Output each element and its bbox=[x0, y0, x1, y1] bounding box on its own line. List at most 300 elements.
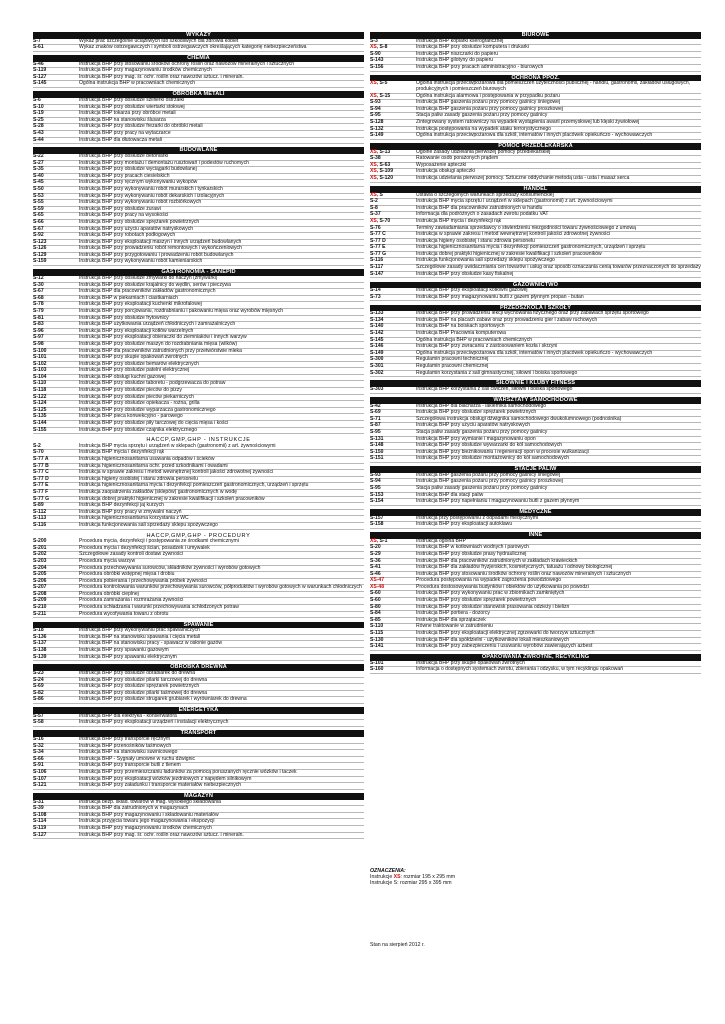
item-description: Instrukcja BHP przy obsłudze wywarzarki do kół samochodowych bbox=[416, 442, 563, 449]
item-description: Instrukcja BHP przy obsłudze frytownicy bbox=[79, 314, 169, 321]
item-description: Instrukcja BHP przy robotach podłogowych bbox=[79, 232, 176, 239]
list-item bbox=[33, 697, 364, 704]
item-description: Stacja paliw zasady gaszenia pożaru przy pomocy gaśnicy bbox=[416, 112, 548, 119]
item-code: S-144 bbox=[33, 420, 47, 427]
section-obrobka-metali bbox=[33, 91, 364, 144]
item-code: S-209 bbox=[33, 597, 47, 604]
item-code: S-50 bbox=[33, 185, 44, 192]
item-code: S-12 bbox=[33, 274, 44, 281]
legend-xs-prefix: Instrukcje bbox=[370, 874, 394, 880]
item-code: S-81 bbox=[33, 314, 44, 321]
item-description: Procedura mycia warzyw bbox=[79, 557, 136, 564]
list-item bbox=[33, 720, 364, 727]
item-code: S-10 bbox=[33, 103, 44, 110]
item-description: Instrukcja BHP przy obsłudze szlifierki ostrzałki bbox=[79, 96, 185, 103]
item-code: S-93 bbox=[370, 99, 381, 106]
item-description: Instrukcja BHP przy obsłudze piły tarczowej do cięcia mięsa i kości bbox=[79, 420, 229, 427]
item-description: Instrukcja BHP przy eksploatacji obieraczki do ziemniaków i innych warzyw bbox=[79, 334, 247, 341]
item-description: Instrukcja BHP na placach zabaw oraz przy prowadzeniu gier i zabaw ruchowych bbox=[416, 316, 598, 323]
item-code: S-67 bbox=[33, 288, 44, 295]
item-description: Instrukcja zaopatrzenia zakładów (sklepów) gastronomicznych w wodę bbox=[79, 488, 237, 495]
item-code: S-206 bbox=[33, 577, 47, 584]
item-code-rest: S-109 bbox=[378, 168, 394, 175]
item-code: S-106 bbox=[33, 768, 47, 775]
item-code: S-95 bbox=[370, 428, 381, 435]
section-inne bbox=[370, 532, 701, 651]
item-code: S-86 bbox=[33, 696, 44, 703]
item-code: S-67 bbox=[33, 225, 44, 232]
item-code: S-16 bbox=[33, 735, 44, 742]
item-description: Instrukcja BHP przenośników taśmowych bbox=[79, 742, 172, 749]
item-code: S-101 bbox=[33, 354, 47, 361]
item-code: S-2 bbox=[370, 198, 378, 205]
item-description: Instrukcja BHP przy obsłudze czajnika elektrycznego bbox=[79, 426, 198, 433]
item-description: Procedura zamrażania i rozmrażania żywności bbox=[79, 597, 184, 604]
item-description: Instrukcja BHP pieca konwekcyjno - parowego bbox=[79, 413, 183, 420]
item-code: S-36 bbox=[370, 557, 381, 564]
right-column bbox=[370, 32, 701, 674]
item-code: S-211 bbox=[33, 610, 47, 617]
list-item bbox=[370, 272, 701, 279]
item-code: S-87 bbox=[370, 422, 381, 429]
item-code: S-69 bbox=[33, 683, 44, 690]
xs-mark: XS, bbox=[370, 92, 379, 99]
item-description: Instrukcja BHP przy użyciu aparatów natryskowych bbox=[416, 422, 531, 429]
xs-mark: XS, bbox=[370, 44, 379, 51]
section-energetyka bbox=[33, 707, 364, 727]
item-code: S-134 bbox=[370, 316, 384, 323]
item-description: Instrukcja BHP dezynfekcji jaj kurzych bbox=[79, 502, 164, 509]
item-code: S-121 bbox=[33, 782, 47, 789]
item-description: Instrukcja BHP dla dłutowacza metali bbox=[79, 136, 162, 143]
item-code: S-97 bbox=[33, 334, 44, 341]
item-description: Terminy zawiadamiania sprzedawcy o stwierdzeniu niezgodności towaru żywnościowego z umową bbox=[416, 224, 636, 231]
item-description: Instrukcja BHP korzystania z sali ćwiczeń, siłowni i boiska sportowego bbox=[416, 386, 573, 393]
list-item bbox=[33, 259, 364, 266]
item-code: S-79 bbox=[33, 307, 44, 314]
item-description: Instrukcja BHP Pracownia komputerowa bbox=[416, 330, 506, 337]
item-code: S-113 bbox=[33, 515, 47, 522]
item-description: Instrukcja BHP dla pracowników zatrudnionych przy przetwórstwie mleka bbox=[79, 347, 242, 354]
item-description: Instrukcja BHP przy wykonywaniu prac w zbiornikach zamkniętych bbox=[416, 590, 565, 597]
item-description: Instrukcja BHP przy spawaniu gazowym bbox=[79, 646, 169, 653]
item-description: Procedura obróbki wstępnej mięsa i drobiu bbox=[79, 571, 175, 578]
section-haccp-gmp-ghp-procedury bbox=[33, 533, 364, 619]
xs-mark: XS, bbox=[370, 148, 379, 155]
item-description: Instrukcja BHP przy porcjowaniu, rozdrabnianiu i pakowaniu mięsa oraz wyrobów mięsnych bbox=[79, 307, 284, 314]
item-code: S-92 bbox=[33, 232, 44, 239]
list-item bbox=[370, 522, 701, 529]
item-code: S-68 bbox=[33, 294, 44, 301]
item-code: S-143 bbox=[370, 57, 384, 64]
section-biurowe bbox=[370, 32, 701, 72]
list-item bbox=[370, 133, 701, 140]
item-description: Instrukcja BHP gaszenia pożaru przy pomocy gaśnicy proszkowej bbox=[416, 478, 563, 485]
item-description: Instrukcja BHP w kotłowniach wodnych i parowych bbox=[416, 544, 529, 551]
item-description: Instrukcja BHP przy stosowaniu środków ochrony roślin oraz nawozów mineralnych i sztucznych bbox=[416, 570, 632, 577]
section-header: WYKAZY bbox=[33, 32, 364, 39]
item-code: S-7 bbox=[33, 37, 41, 44]
item-description: Instrukcja BHP dla zakładów fryzjerskich, kosmetycznych, tatuażu i odnowy biologicznej bbox=[416, 564, 613, 571]
item-code: S-94 bbox=[370, 478, 381, 485]
item-code: S-43 bbox=[33, 129, 44, 136]
xs-mark: XS, bbox=[370, 161, 379, 168]
item-description: Instrukcja BHP mycia i dezynfekcji rąk bbox=[416, 217, 502, 224]
item-description: Instrukcja BHP przy obsłudze wiertarki stołowej bbox=[79, 103, 185, 110]
item-code: S-115 bbox=[370, 630, 384, 637]
item-description: Regulamin pracowni chemicznej bbox=[416, 362, 489, 369]
item-code: S-142 bbox=[370, 330, 384, 337]
section-wykazy bbox=[33, 32, 364, 52]
item-description: Ogólna instrukcja BHP w pracowniach chemicznych bbox=[416, 336, 533, 343]
item-code: S-145 bbox=[370, 336, 384, 343]
item-code: S-31 bbox=[33, 798, 44, 805]
section-haccp-gmp-ghp-instrukcje bbox=[33, 437, 364, 529]
item-description: Instrukcja BHP przy przygotowaniu i prowadzeniu robót budowlanych bbox=[79, 251, 234, 258]
item-description: Instrukcja BHP przy eksploatacji elektrycznej zgrzewarki do tworzyw sztucznych bbox=[416, 630, 595, 637]
item-code: S-71 bbox=[370, 415, 381, 422]
item-code: S-77 G bbox=[33, 495, 49, 502]
item-code: S-110 bbox=[370, 623, 384, 630]
item-description: Instrukcja BHP gaszenia pożaru przy pomocy gaśnicy proszkowej bbox=[416, 105, 563, 112]
item-description: Ratowanie osób porażonych prądem bbox=[416, 155, 499, 162]
item-description: Instrukcja BHP gaszenia pożaru przy pomocy gaśnicy śniegowej bbox=[416, 471, 561, 478]
item-description: Instrukcja BHP dla elektryka - konserwatora bbox=[79, 712, 177, 719]
legend-s-line: Instrukcje S: rozmiar 295 x 395 mm bbox=[370, 880, 452, 886]
item-code: S-201 bbox=[33, 544, 47, 551]
item-code: S-60 bbox=[370, 597, 381, 604]
item-code: S-22 bbox=[33, 152, 44, 159]
item-description: Instrukcja BHP przy obsłudze betoniarki bbox=[79, 152, 169, 159]
date-note: Stan na sierpień 2012 r. bbox=[370, 942, 425, 948]
item-code: S-148 bbox=[370, 442, 384, 449]
section-header: OPAKOWANIA ZWROTNE, RECYKLING bbox=[370, 654, 701, 661]
section-gazownictwo bbox=[370, 282, 701, 302]
item-description: Instrukcja BHP przy bieżnikowaniu i regeneracji opon w procesie wulkanizacji bbox=[416, 448, 589, 455]
item-code: S-69 bbox=[370, 409, 381, 416]
item-code: S-132 bbox=[370, 125, 384, 132]
item-code: S-77 G bbox=[370, 250, 386, 257]
item-description: Instrukcja BHP przy wykonywaniu prac spawalniczych bbox=[79, 627, 200, 634]
item-description: Instrukcja dobrej praktyki higienicznej w zakresie kwalifikacji i szkoleń pracowników bbox=[416, 250, 602, 257]
item-description: Instrukcja udzielania pierwszej pomocy. Sztuczne oddychanie metodą usta - usta i masaż serca bbox=[416, 175, 630, 182]
item-code: S-18 bbox=[33, 627, 44, 634]
item-code: S-110 bbox=[33, 380, 47, 387]
item-description: Instrukcja BHP przy magazynowaniu i składowaniu materiałów bbox=[79, 811, 219, 818]
item-description: Instrukcja BHP przy załadunku i transporcie materiałów niebezpiecznych bbox=[79, 782, 242, 789]
item-code: S-117 bbox=[370, 264, 384, 271]
item-description: Wykaz znaków ostrzegawczych i symboli ostrzegawczych określających kategorię niebezpieczeństwa bbox=[79, 44, 307, 51]
item-code: S-145 bbox=[33, 80, 47, 87]
item-code: S-77 F bbox=[33, 488, 49, 495]
item-code-rest: S-1 bbox=[378, 537, 388, 544]
item-code bbox=[370, 45, 416, 51]
item-description: Instrukcja BHP niszczarki do papieru bbox=[416, 50, 499, 57]
item-description: Instrukcja BHP przy zwracaniu z zastosowaniem kozła i skrzyni bbox=[416, 343, 558, 350]
xs-mark: XS-48 bbox=[370, 583, 385, 590]
item-code: S-95 bbox=[370, 484, 381, 491]
item-code: S-126 bbox=[33, 245, 47, 252]
item-code: S-131 bbox=[370, 435, 384, 442]
item-code-rest: S-63 bbox=[378, 161, 391, 168]
item-code: S-200 bbox=[33, 538, 47, 545]
item-description: Instrukcja BHP przy obsłudze montażownicy do kół samochodowych bbox=[416, 455, 570, 462]
item-code: S-205 bbox=[33, 571, 47, 578]
item-description: Instrukcja higieny osobistej i stanu zdrowia personelu bbox=[79, 475, 198, 482]
item-description: Instrukcja BHP przy magazynowaniu butli z gazem płynnym propan - butan bbox=[416, 293, 584, 300]
item-description: Instrukcja BHP przy obsłudze pilarki taśmowej do drewna bbox=[79, 689, 208, 696]
section-spawanie bbox=[33, 622, 364, 662]
item-description: Instrukcja BHP dla spółdzielni - użytkowników lokali mieszkaniowych bbox=[416, 636, 570, 643]
section-header: MAGAZYN bbox=[33, 793, 364, 800]
item-code: S-122 bbox=[33, 393, 47, 400]
item-code: S-32 bbox=[33, 742, 44, 749]
list-item bbox=[33, 81, 364, 88]
item-code: S-23 bbox=[33, 670, 44, 676]
item-code: S-159 bbox=[33, 258, 47, 265]
section-obrobka-drewna bbox=[33, 664, 364, 704]
item-code: S-204 bbox=[33, 564, 47, 571]
item-code: S-37 bbox=[370, 211, 381, 218]
item-description: Instrukcja BHP przy pracy w zmywalni naczyń bbox=[79, 508, 182, 515]
item-description: Procedura kontrolowania warunków przechowywania surowców, półproduktów i wyrobów gotowych w warunkach chłodniczych bbox=[79, 584, 362, 591]
item-description: Ogólna instrukcja BHP w pracowniach chemicznych bbox=[79, 80, 196, 87]
item-code: S-40 bbox=[33, 172, 44, 179]
item-description: Instrukcja BHP przy obsłudze pilarki tarczowej do drewna bbox=[79, 676, 208, 683]
item-code: S-30 bbox=[33, 281, 44, 288]
item-code-rest: S-8 bbox=[378, 44, 388, 51]
item-description: Instrukcja BHP przy wykonywaniu robót rozbiórkowych bbox=[79, 199, 202, 206]
legend-xs-size: : rozmiar 195 x 295 mm bbox=[400, 874, 456, 880]
legend-title: OZNACZENIA: bbox=[370, 868, 406, 874]
item-code: S-127 bbox=[33, 831, 47, 838]
item-code: S-112 bbox=[33, 508, 47, 515]
item-description: Instrukcja BHP przy obsłudze sprężarek powietrznych bbox=[79, 683, 200, 690]
item-description: Instrukcja BHP przy wykonywaniu robót murarskich i tynkarskich bbox=[79, 185, 223, 192]
item-code: S-94 bbox=[370, 105, 381, 112]
item-description: Instrukcja BHP przy mag. śr. ochr. roślin oraz nawozów sztucz. i mineraln. bbox=[79, 831, 244, 838]
list-item bbox=[370, 499, 701, 506]
item-code: S-154 bbox=[370, 498, 384, 505]
item-code: S-85 bbox=[370, 616, 381, 623]
section-header: OBRÓBKA DREWNA bbox=[33, 664, 364, 671]
list-item bbox=[33, 655, 364, 662]
section-silownie-i-kluby-fitness bbox=[370, 380, 701, 393]
section-chemia bbox=[33, 55, 364, 88]
item-code: S-123 bbox=[33, 238, 47, 245]
list-item bbox=[370, 295, 701, 302]
item-code: S-149 bbox=[370, 132, 384, 139]
section-header: SPAWANIE bbox=[33, 622, 364, 629]
item-code: S-139 bbox=[33, 653, 47, 660]
section-header: GAZOWNICTWO bbox=[370, 282, 701, 289]
item-code: S-73 bbox=[370, 293, 381, 300]
section-medyczne bbox=[370, 509, 701, 529]
item-description: Instrukcja BHP na stanowisku ślusarza bbox=[79, 116, 166, 123]
item-description: Instrukcja BHP przy obsłudze wyciągarki budowlanej bbox=[79, 166, 197, 173]
item-code: S-208 bbox=[33, 590, 47, 597]
item-code: S-77 D bbox=[33, 475, 49, 482]
section-ochrona-ppoz bbox=[370, 75, 701, 140]
item-description: Instrukcja w sprawie zakresu i metod wewnętrznej kontroli jakości zdrowotnej żywności bbox=[79, 469, 274, 476]
item-code: S-78 bbox=[33, 301, 44, 308]
item-description: Wyposażenie apteczki bbox=[416, 161, 467, 168]
item-code: S-116 bbox=[33, 521, 47, 528]
item-description: Instrukcja higienicznosanitarna usuwania odpadów i ścieków bbox=[79, 456, 215, 462]
item-description: Instrukcja BHP przy pracy na wysokości bbox=[79, 212, 169, 219]
item-code: S-95 bbox=[370, 112, 381, 119]
item-code: S-125 bbox=[33, 406, 47, 413]
item-description: Instrukcja BHP przy eksploatacji kotłów warzelnych bbox=[79, 327, 194, 334]
section-stacje-paliw bbox=[370, 466, 701, 506]
item-code-rest: S-13 bbox=[378, 148, 391, 155]
item-description: Instrukcja BHP przy eksploatacji kotłowni gazowej bbox=[416, 287, 528, 294]
item-description: Instrukcja BHP mycia i dezynfekcji rąk bbox=[79, 449, 165, 456]
list-item bbox=[33, 138, 364, 145]
item-code: S-210 bbox=[33, 604, 47, 611]
item-code: S-150 bbox=[370, 448, 384, 455]
item-description: Instrukcja BHP - Sygnały umowne w ruchu dźwignic bbox=[79, 755, 196, 762]
item-description: Instrukcja BHP na stanowisku pracy - spawacz w osłonie gazów bbox=[79, 640, 222, 647]
item-code: S-301 bbox=[370, 362, 384, 369]
item-code: S-149 bbox=[370, 349, 384, 356]
item-description: Instrukcja BHP przy skupie opakowań zwrotnych bbox=[416, 659, 525, 666]
item-description: Instrukcja BHP przy ręcznym wykonywaniu wykopów bbox=[79, 179, 198, 186]
xs-mark: XS-47 bbox=[370, 577, 385, 584]
item-description: Instrukcja BHP przy napełnianiu i magazynowaniu butli z gazem płynnym bbox=[416, 498, 580, 505]
section-header: POMOC PRZEDLEKARSKA bbox=[370, 143, 701, 150]
item-description: Procedura wycofywania towaru z obrotu bbox=[79, 610, 169, 617]
item-code: S-156 bbox=[370, 63, 384, 70]
item-code: S-80 bbox=[370, 603, 381, 610]
section-subheader: HACCP,GMP,GHP - INSTRUKCJE bbox=[146, 437, 251, 444]
item-code: S-2 bbox=[33, 442, 41, 449]
item-code: S-77 C bbox=[33, 469, 49, 476]
item-description: Instrukcja BHP przy prowadzeniu robót remontowych i wykończeniowych bbox=[79, 245, 242, 252]
section-header: ENERGETYKA bbox=[33, 707, 364, 714]
item-code: S-82 bbox=[33, 689, 44, 696]
item-code: S-53 bbox=[33, 192, 44, 199]
section-header: SIŁOWNIE I KLUBY FITNESS bbox=[370, 380, 701, 387]
item-description: Instrukcja BHP przy obsłudze sprężarek powietrznych bbox=[416, 409, 537, 416]
item-code: S-77 E bbox=[33, 482, 49, 489]
item-code-rest: S-5 bbox=[378, 80, 388, 87]
item-code: S-77 D bbox=[370, 237, 386, 244]
item-code: S-101 bbox=[370, 659, 384, 666]
item-code: S-160 bbox=[370, 666, 384, 673]
item-description: Instrukcja BHP przy obsłudze patelni elektrycznej bbox=[79, 367, 190, 374]
item-description: Instrukcja BHP przy obsłudze sprężarek powietrznych bbox=[79, 218, 200, 225]
item-description: Instrukcja BHP przy montażu i demontażu rusztowań i podestów ruchomych bbox=[79, 159, 249, 166]
item-description: Instrukcja przyjęcia towaru jego magazynowania i ekspozycji bbox=[79, 818, 215, 825]
list-item bbox=[33, 612, 364, 619]
item-description: Instrukcja BHP przy transporcie butli z tlenem bbox=[79, 762, 181, 769]
item-code: S-107 bbox=[33, 775, 47, 782]
item-code: S-25 bbox=[33, 116, 44, 123]
item-code: S-60 bbox=[370, 590, 381, 597]
item-description: Instrukcja BHP przy pracach ciesielskich bbox=[79, 172, 170, 179]
item-code bbox=[370, 81, 416, 92]
item-description: Procedura mycia, dezynfekcji i postępowania ze środkami chemicznymi bbox=[79, 538, 239, 545]
item-code: S-55 bbox=[33, 199, 44, 206]
item-code: S-24 bbox=[33, 676, 44, 683]
item-description: Instrukcja BHP przy magazynowaniu środków chemicznych bbox=[79, 67, 212, 74]
section-subheader: HACCP,GMP,GHP - PROCEDURY bbox=[146, 532, 251, 539]
item-description: Instrukcja BHP dla pracowników zatrudnionych w handlu bbox=[416, 204, 543, 211]
item-description: Instrukcja higienicznosanitarna korzystania z WC bbox=[79, 515, 189, 522]
item-description: Instrukcja BHP przy eksploatacji autoklawu bbox=[416, 521, 513, 528]
item-description: Ogólna instrukcja przeciwpożarowa dla pomieszczeń użyteczności publicznej - handlu, gastronomii, zakładów usługowych, produkcyjnych i pomieszczeń biurowych bbox=[416, 80, 691, 93]
item-code: S-138 bbox=[33, 646, 47, 653]
item-code: S-39 bbox=[33, 805, 44, 812]
item-description: Instrukcja BHP użytkowania urządzeń chłodniczych i zamrażalniczych bbox=[79, 321, 236, 328]
xs-mark: XS, bbox=[370, 537, 379, 544]
item-description: Instrukcja BHP w piekarniach i ciastkarniach bbox=[79, 294, 178, 301]
item-description: Informacja o dostępnych systemach zwrotu, zbierania i odzysku, w tym recyklingu opakowań bbox=[416, 666, 624, 673]
item-code: S-116 bbox=[370, 257, 384, 264]
item-code: S-119 bbox=[33, 67, 47, 74]
item-code: S-102 bbox=[33, 360, 47, 367]
item-description: Instrukcja BHP gilotyny do papieru bbox=[416, 57, 494, 64]
item-code: S-27 bbox=[33, 159, 44, 166]
item-code: S-57 bbox=[33, 712, 44, 719]
list-item bbox=[370, 176, 701, 183]
item-description: Instrukcja BHP przy użyciu aparatów natryskowych bbox=[79, 225, 194, 232]
item-description: Instrukcja BHP obsługi kuchni gazowej bbox=[79, 373, 166, 380]
item-code: S-84 bbox=[370, 610, 381, 617]
list-item bbox=[33, 428, 364, 435]
item-description: Instrukcja postępowania na wypadek ataku terrorystycznego bbox=[416, 125, 551, 132]
section-pomoc-przedlekarska bbox=[370, 143, 701, 183]
item-description: Instrukcja BHP dla sprzątaczek bbox=[416, 616, 486, 623]
item-description: Procedura postępowania na wypadek zagrożenia powodziowego bbox=[416, 577, 562, 584]
list-item bbox=[370, 387, 701, 394]
item-code: S-44 bbox=[33, 136, 44, 143]
item-description: Instrukcja BHP przy wykonywaniu robót kamieniarskich bbox=[79, 258, 203, 265]
item-description: Instrukcja BHP przy obsłudze maszyn do rozdrabniania mięsa (wilków) bbox=[79, 340, 238, 347]
list-item bbox=[370, 65, 701, 72]
list-item bbox=[33, 833, 364, 840]
item-code: S-45 bbox=[33, 179, 44, 186]
item-code: S-151 bbox=[370, 455, 384, 462]
item-code: S-155 bbox=[33, 426, 47, 433]
item-code: S-141 bbox=[370, 643, 384, 650]
item-code: S-104 bbox=[33, 373, 47, 380]
item-code: S-133 bbox=[370, 310, 384, 317]
xs-mark: XS, bbox=[370, 175, 379, 182]
item-code: S-130 bbox=[370, 636, 384, 643]
item-description: Ogólna instrukcja przeciwpożarowa dla szkół, internatów i innych placówek opiekuńczo - wychowawczych bbox=[416, 349, 653, 356]
item-description: Instrukcja BHP przy obsłudze kasy fiskalnej bbox=[416, 270, 514, 277]
section-transport bbox=[33, 730, 364, 789]
item-description: Wykaz prac szczególnie uciążliwych lub szkodliwych dla zdrowia kobiet bbox=[79, 37, 239, 44]
list-item bbox=[33, 783, 364, 790]
item-description: Instrukcja BHP przy wykonywaniu robót dekarskich i izolacyjnych bbox=[79, 192, 225, 199]
section-header: CHEMIA bbox=[33, 55, 364, 62]
item-code: S-124 bbox=[33, 400, 47, 407]
item-code: S-129 bbox=[33, 251, 47, 258]
item-description: Instrukcja przy postępowaniu z odpadami medycznymi bbox=[416, 514, 539, 521]
item-description: Instrukcja BHP kopiarki kserograficznej bbox=[416, 37, 504, 44]
item-description: Szczegółowe zasady kontroli dostaw żywności bbox=[79, 551, 184, 558]
item-code: S-118 bbox=[33, 387, 47, 394]
item-description: Instrukcja BHP przy obsłudze krajalnicy do wędlin, serów i pieczywa bbox=[79, 281, 231, 288]
item-description: Instrukcja BHP przy magazynowaniu środków chemicznych bbox=[79, 824, 212, 831]
item-description: Równe traktowanie w zatrudnieniu bbox=[416, 623, 493, 630]
section-header: MEDYCZNE bbox=[370, 509, 701, 516]
list-item bbox=[370, 81, 701, 93]
item-code: S-146 bbox=[370, 343, 384, 350]
